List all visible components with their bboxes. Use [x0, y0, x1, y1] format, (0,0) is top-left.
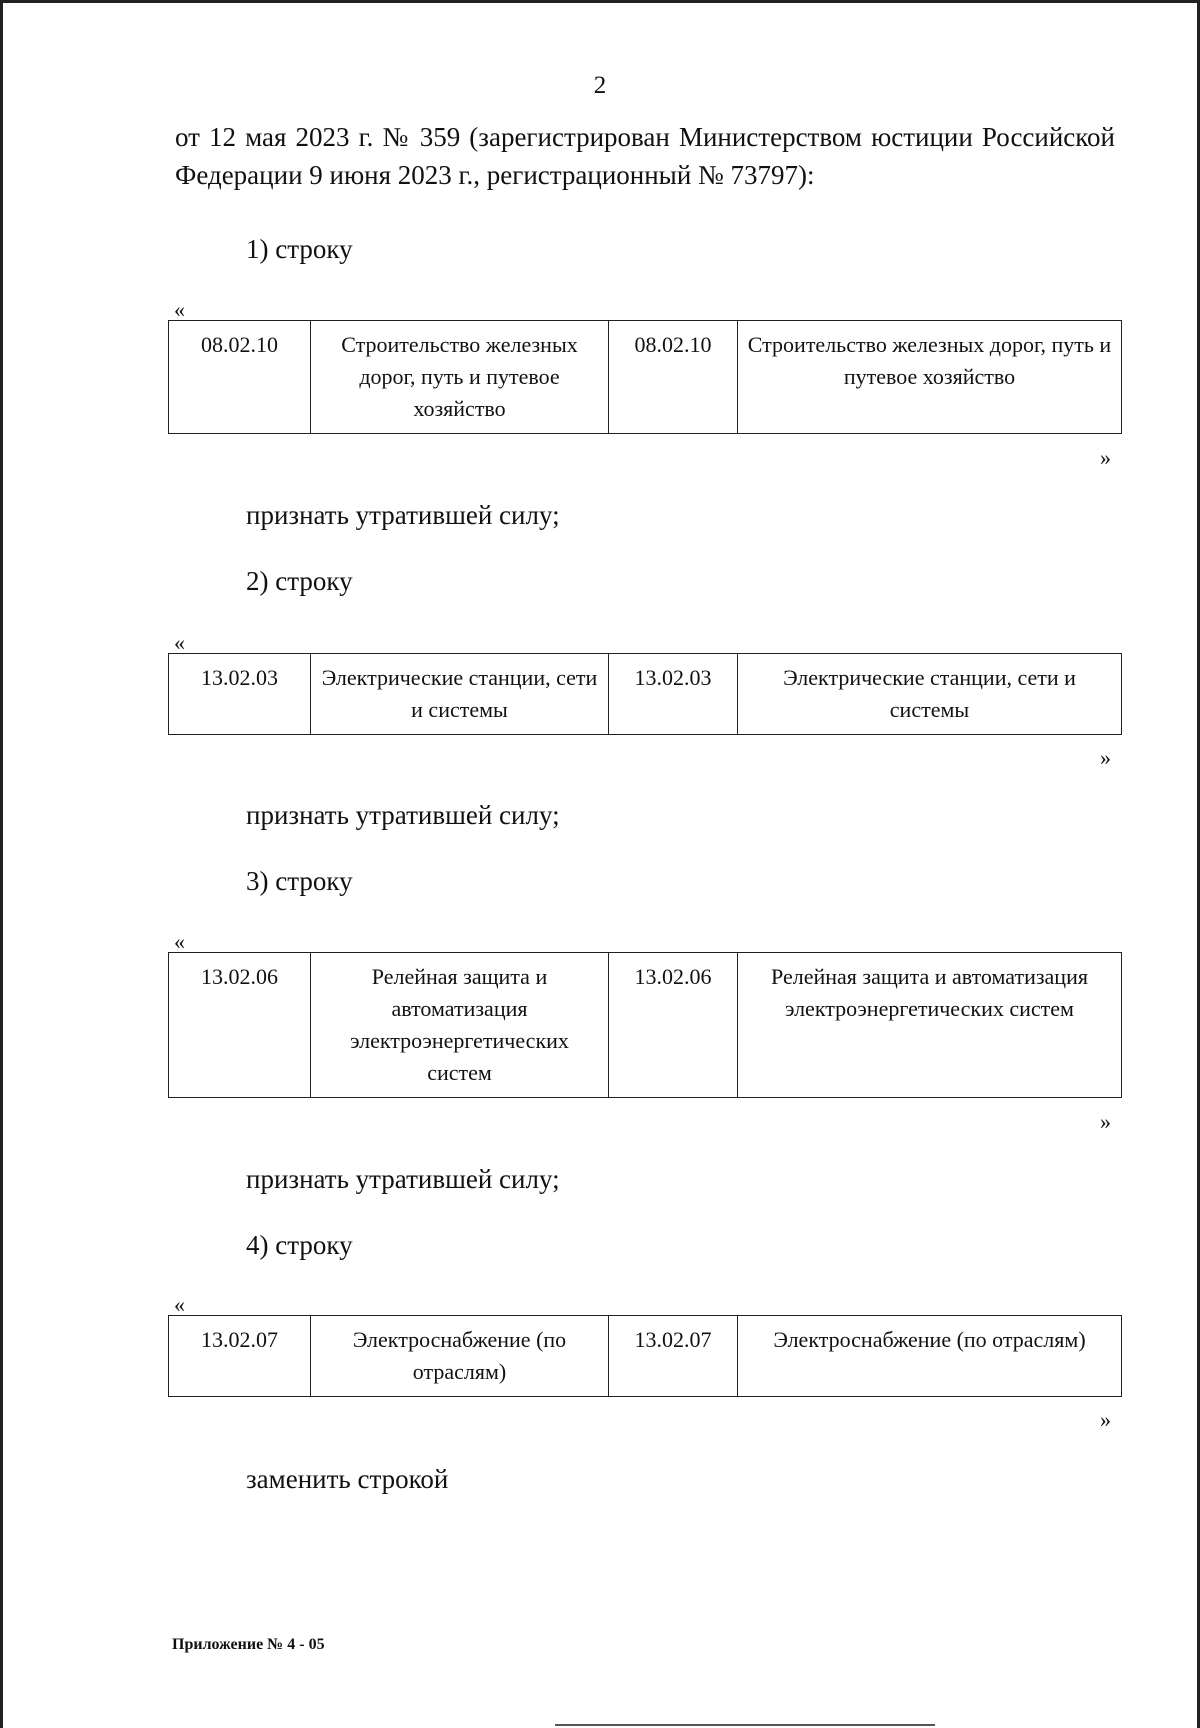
table-cell-code: 13.02.07: [609, 1316, 738, 1397]
row-table-4: [168, 1315, 1122, 1397]
quote-close-2: »: [1100, 745, 1111, 770]
quote-close-3: »: [1100, 1109, 1111, 1134]
table-cell-code: 08.02.10: [169, 321, 311, 434]
table-cell-code: 13.02.07: [169, 1316, 311, 1397]
table-row: [169, 321, 1122, 434]
table-cell-name: Электроснабжение (по отраслям): [311, 1316, 609, 1397]
quote-open-1: «: [174, 297, 185, 322]
intro-paragraph: от 12 мая 2023 г. № 359 (зарегистрирован Министерством юстиции Российской Федерации 9 июня 2023 г., регистрационный № 73797):: [175, 122, 1115, 190]
quote-open-3: «: [174, 929, 185, 954]
table-cell-code: 08.02.10: [609, 321, 738, 434]
table-cell-code: 13.02.06: [169, 953, 311, 1098]
table-row: [169, 1316, 1122, 1397]
quote-close-1: »: [1100, 445, 1111, 470]
page-border-top: [0, 0, 1200, 3]
item-action-4: заменить строкой: [246, 1464, 449, 1494]
table-row: [169, 654, 1122, 735]
table-cell-code: 13.02.03: [169, 654, 311, 735]
table-cell-name: Релейная защита и автоматизация электроэнергетических систем: [311, 953, 609, 1098]
table-cell-code: 13.02.06: [609, 953, 738, 1098]
page-border-left: [0, 0, 3, 1728]
footer-note: Приложение № 4 - 05: [172, 1636, 325, 1653]
quote-open-4: «: [174, 1292, 185, 1317]
item-label-4: 4) строку: [246, 1230, 353, 1260]
item-action-2: признать утратившей силу;: [246, 800, 560, 830]
row-table-3: [168, 952, 1122, 1098]
item-action-3: признать утратившей силу;: [246, 1164, 560, 1194]
table-cell-name: Электроснабжение (по отраслям): [738, 1316, 1122, 1397]
page-number: 2: [593, 72, 607, 99]
item-action-1: признать утратившей силу;: [246, 500, 560, 530]
quote-close-4: »: [1100, 1407, 1111, 1432]
table-cell-name: Электрические станции, сети и системы: [311, 654, 609, 735]
quote-open-2: «: [174, 630, 185, 655]
row-table-1: [168, 320, 1122, 434]
row-table-2: [168, 653, 1122, 735]
table-cell-name: Строительство железных дорог, путь и путевое хозяйство: [311, 321, 609, 434]
page-bottom-line: [555, 1724, 935, 1726]
table-cell-name: Строительство железных дорог, путь и путевое хозяйство: [738, 321, 1122, 434]
table-cell-code: 13.02.03: [609, 654, 738, 735]
table-cell-name: Релейная защита и автоматизация электроэнергетических систем: [738, 953, 1122, 1098]
table-cell-name: Электрические станции, сети и системы: [738, 654, 1122, 735]
item-label-3: 3) строку: [246, 866, 353, 896]
item-label-2: 2) строку: [246, 566, 353, 596]
table-row: [169, 953, 1122, 1098]
item-label-1: 1) строку: [246, 234, 353, 264]
